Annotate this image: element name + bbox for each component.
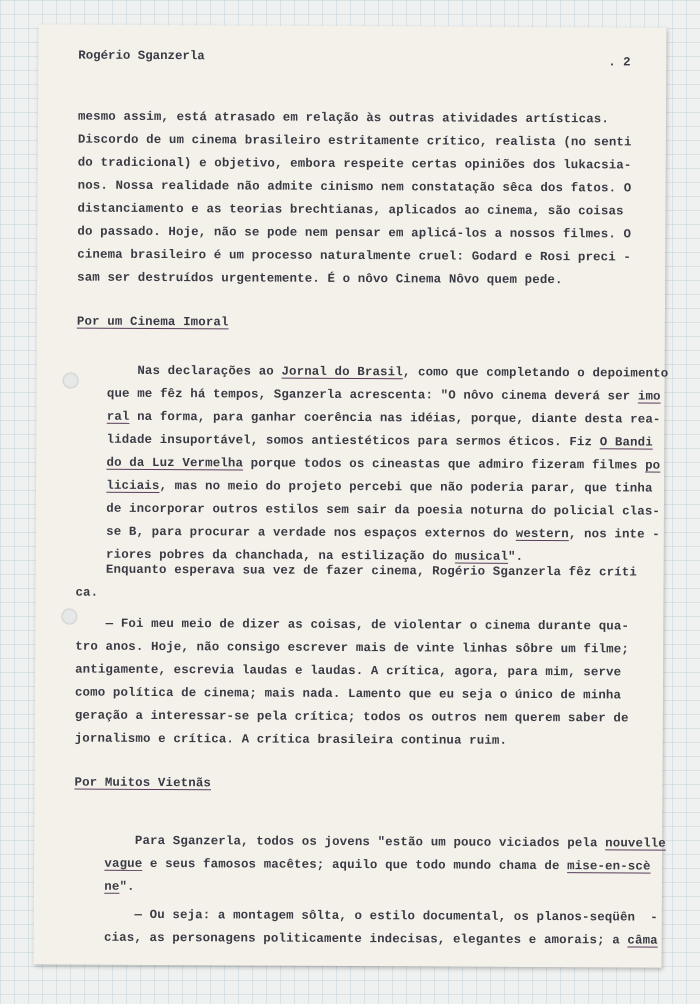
text-line: que me fêz há tempos, Sganzerla acrescenta: "O nôvo cinema deverá ser imo bbox=[106, 386, 661, 404]
text-line: como política de cinema; mais nada. Lamento que eu seja o único de minha bbox=[74, 685, 622, 703]
page-number: . 2 bbox=[608, 55, 631, 70]
section-heading: Por Muitos Vietnãs bbox=[74, 775, 212, 791]
text-line: se B, para procurar a verdade nos espaços externos do western, nos inte - bbox=[106, 524, 660, 542]
text-line: de incorporar outros estilos sem sair da poesia noturna do policial clas- bbox=[106, 501, 661, 519]
underlined-word: western bbox=[515, 526, 569, 542]
underlined-word: liciais bbox=[106, 478, 160, 494]
text-line: antigamente, escrevia laudas e laudas. A crítica, agora, para mim, serve bbox=[75, 662, 622, 680]
text-line: sam ser destruídos urgentemente. É o nôvo Cinema Nôvo quem pede. bbox=[77, 270, 563, 288]
text-line: Discordo de um cinema brasileiro estritamente crítico, realista (no senti bbox=[77, 132, 632, 150]
underlined-title: Jornal do Brasil bbox=[281, 364, 403, 380]
text-line: geração a interessar-se pela crítica; todos os outros nem querem saber de bbox=[74, 708, 629, 726]
author-header: Rogério Sganzerla bbox=[78, 48, 205, 64]
text-line: ne". bbox=[104, 879, 135, 894]
text-line: jornalismo e crítica. A crítica brasileira continua ruim. bbox=[74, 731, 508, 748]
text-line: lidade insuportável, somos antiestéticos para sermos éticos. Fiz O Bandi bbox=[106, 432, 653, 450]
text-line: do da Luz Vermelha porque todos os cineastas que admiro fizeram filmes po bbox=[106, 455, 661, 473]
underlined-word: ne bbox=[104, 879, 120, 894]
text-line: cinema brasileiro é um processo naturalmente cruel: Godard e Rosi preci - bbox=[77, 247, 632, 265]
text-line: mesmo assim, está atrasado em relação às outras atividades artísticas. bbox=[77, 109, 610, 127]
text-line: ral na forma, para ganhar coerência nas idéias, porque, diante desta rea- bbox=[106, 409, 661, 427]
text-line: Nas declarações ao Jornal do Brasil, como que completando o depoimento bbox=[106, 363, 669, 381]
underlined-title: O Bandi bbox=[599, 435, 653, 450]
underlined-word: câma bbox=[627, 933, 658, 948]
text-line: do passado. Hoje, não se pode nem pensar em aplicá-los a nossos filmes. O bbox=[77, 224, 632, 242]
underlined-title: do da Luz Vermelha bbox=[106, 455, 244, 471]
text-line: Enquanto esperava sua vez de fazer cinema, Rogério Sganzerla fêz críti bbox=[75, 562, 637, 580]
text-line: liciais, mas no meio do projeto percebi que não poderia parar, que tinha bbox=[106, 478, 653, 496]
text-line: riores pobres da chanchada, na estilização do musical". bbox=[105, 547, 524, 564]
text-line: nos. Nossa realidade não admite cinismo nem constatação sêca dos fatos. O bbox=[77, 178, 632, 196]
text-line: Para Sganzerla, todos os jovens "estão um pouco viciados pela nouvelle bbox=[104, 833, 666, 851]
text-line: — Foi meu meio de dizer as coisas, de violentar o cinema durante qua- bbox=[75, 616, 630, 634]
underlined-word: mise-en-scè bbox=[567, 859, 651, 874]
underlined-word: imo bbox=[637, 389, 661, 404]
text-line: tro anos. Hoje, não consigo escrever mais de vinte linhas sôbre um filme; bbox=[75, 639, 629, 657]
typewritten-page bbox=[34, 24, 667, 967]
text-line: — Ou seja: a montagem sôlta, o estilo documental, os planos-seqüên - bbox=[104, 907, 658, 925]
text-line: vague e seus famosos macêtes; aquilo que todo mundo chama de mise-en-scè bbox=[104, 856, 651, 874]
underlined-word: vague bbox=[104, 856, 143, 871]
underlined-word: ral bbox=[106, 409, 130, 424]
underlined-word: po bbox=[645, 458, 661, 473]
underlined-word: nouvelle bbox=[605, 836, 666, 851]
text-line: cias, as personagens politicamente indecisas, elegantes e amorais; a câma bbox=[103, 930, 658, 948]
text-line: ca. bbox=[75, 585, 99, 600]
underlined-word: musical bbox=[454, 549, 509, 564]
section-heading: Por um Cinema Imoral bbox=[76, 314, 229, 330]
text-line: do tradicional) e objetivo, embora respeite certas opiniões dos lukacsia- bbox=[77, 155, 632, 173]
text-line: distanciamento e as teorias brechtianas, aplicados ao cinema, são coisas bbox=[77, 201, 624, 219]
